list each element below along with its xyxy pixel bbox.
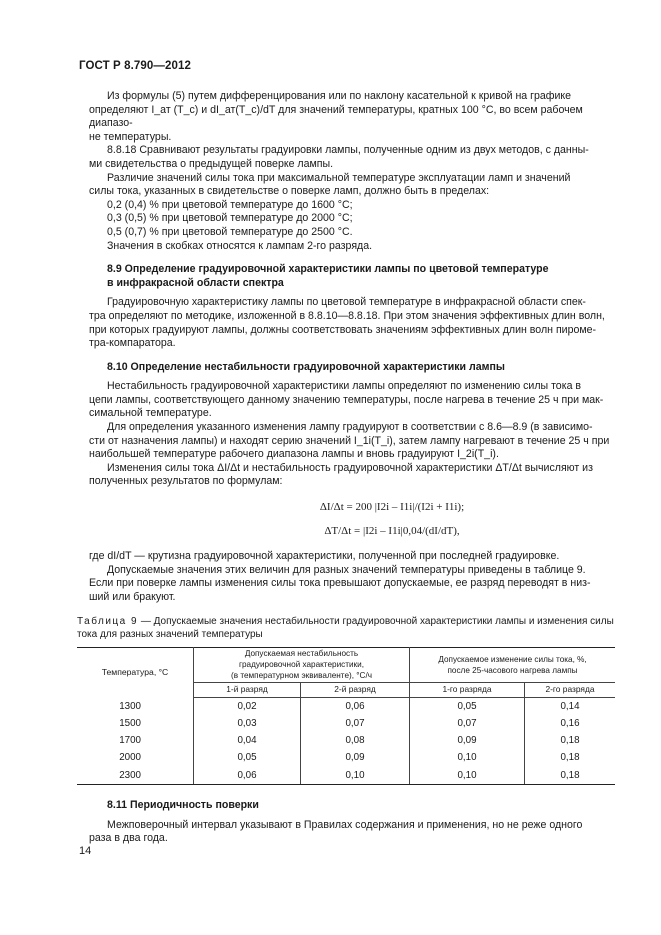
table-cell: 0,07 xyxy=(301,715,410,732)
table-cell: 0,10 xyxy=(301,767,410,785)
paragraph-line: Различие значений силы тока при максимальной температуре эксплуатации ламп и значений xyxy=(107,171,571,184)
paragraph-line: тра определяют по методике, изложенной в 8.8.10—8.8.18. При этом значения эффективных длин волн, xyxy=(89,309,605,322)
limit-item: 0,2 (0,4) % при цветовой температуре до 1600 °С; xyxy=(107,198,353,211)
cell-temperature: 2000 xyxy=(77,750,194,767)
document-header: ГОСТ Р 8.790—2012 xyxy=(79,60,191,72)
table-row xyxy=(77,715,615,732)
table-cell: 0,03 xyxy=(194,715,301,732)
paragraph-line: Допускаемые значения этих величин для разных значений температуры приведены в таблице 9. xyxy=(107,563,586,576)
paragraph-line: Нестабильность градуировочной характеристики лампы определяют по изменению силы тока в xyxy=(107,380,582,393)
paragraph-line: определяют I_ат (T_с) и dI_ат(T_с)/dT для значений температуры, кратных 100 °С, во всем рабочем диапазо- xyxy=(89,103,583,130)
paragraph-line: при которых градуируют лампы, должны соответствовать значениям эффективных длин волн пиромe- xyxy=(89,323,597,336)
header-line: Допускаемая нестабильность xyxy=(244,649,359,659)
cell-temperature: 2300 xyxy=(77,767,194,785)
table-cell: 0,02 xyxy=(194,698,301,716)
column-header-class2: 2-й разряд xyxy=(301,682,410,697)
paragraph-line: 8.8.18 Сравнивают результаты градуировки лампы, полученные одним из двух методов, с данны- xyxy=(107,144,589,157)
table-cell: 0,05 xyxy=(410,698,525,716)
table-row xyxy=(77,698,615,716)
table-cell: 0,18 xyxy=(560,752,580,764)
table-cell: 0,07 xyxy=(410,715,525,732)
table-row xyxy=(77,732,615,749)
table-caption-text: — Допускаемые значения нестабильности градуировочной характеристики лампы и изменения силы xyxy=(138,615,614,627)
table-caption-line: тока для разных значений температуры xyxy=(77,628,263,640)
column-group-instability xyxy=(194,647,410,682)
table-caption-label: Таблица 9 xyxy=(77,615,139,627)
paragraph-line: сти от назначения лампы) и находят серию значений I_1i(T_i), затем лампу нагревают в течение 25 ч при xyxy=(89,434,610,447)
formula-instability: ΔT/Δt = |I2i – I1i|0,04/(dI/dT), xyxy=(324,524,460,537)
paragraph-line: Из формулы (5) путем дифференцирования или по наклону касательной к кривой на графике xyxy=(107,90,572,102)
table-body xyxy=(77,698,615,785)
table-cell: 0,06 xyxy=(194,767,301,785)
limit-item: 0,3 (0,5) % при цветовой температуре до 2000 °С; xyxy=(107,212,353,225)
note-line: Значения в скобках относятся к лампам 2-го разряда. xyxy=(107,239,373,252)
paragraph-line: симальной температуре. xyxy=(89,407,212,420)
column-header-class1-current: 1-го разряда xyxy=(410,682,525,697)
table-cell: 0,18 xyxy=(525,767,616,785)
paragraph-line: где dI/dT — крутизна градуировочной характеристики, полученной при последней градуировке. xyxy=(89,550,560,563)
paragraph-line: Для определения указанного изменения лампу градуируют в соответствии с 8.6—8.9 (в зависимо- xyxy=(107,421,593,434)
limit-item: 0,5 (0,7) % при цветовой температуре до 2500 °С. xyxy=(107,225,353,238)
page-content xyxy=(77,90,615,846)
paragraph-line: Если при поверке лампы изменения силы тока превышают допускаемые, ее разряд переводят в низ- xyxy=(89,577,591,590)
table-cell: 0,05 xyxy=(194,750,301,767)
table-cell: 0,10 xyxy=(410,767,525,785)
header-line: градуировочной характеристики, xyxy=(239,660,364,670)
table-cell: 0,16 xyxy=(560,718,580,730)
table-9 xyxy=(77,647,615,785)
table-cell: 0,06 xyxy=(301,698,410,716)
paragraph-line: Межповерочный интервал указывают в Правилах содержания и применения, но не реже одного xyxy=(107,818,583,831)
heading-line: 8.9 Определение градуировочной характеристики лампы по цветовой температуре xyxy=(107,263,549,276)
paragraph-line: ми свидетельства о предыдущей поверке лампы. xyxy=(89,157,334,170)
paragraph-line: полученных результатов по формулам: xyxy=(89,475,283,488)
paragraph-line: раза в два года. xyxy=(89,832,168,845)
table-cell: 0,10 xyxy=(410,750,525,767)
table-cell: 0,09 xyxy=(410,732,525,749)
table-cell: 0,04 xyxy=(194,732,301,749)
column-header-class1: 1-й разряд xyxy=(194,682,301,697)
section-heading-8-11: 8.11 Периодичность поверки xyxy=(107,799,259,812)
paragraph-line: тра-компаратора. xyxy=(89,337,176,350)
column-group-current-change xyxy=(410,647,616,682)
table-cell: 0,08 xyxy=(301,732,410,749)
section-heading-8-10: 8.10 Определение нестабильности градуировочной характеристики лампы xyxy=(107,360,505,373)
section-heading-8-9 xyxy=(89,263,615,290)
header-line: Допускаемое изменение силы тока, %, xyxy=(438,654,587,664)
table-row xyxy=(77,767,615,785)
page-number: 14 xyxy=(79,845,92,857)
paragraph-line: ший или бракуют. xyxy=(89,591,176,603)
cell-temperature: 1500 xyxy=(77,715,194,732)
paragraph-line: Изменения силы тока ΔI/Δt и нестабильность градуировочной характеристики ΔT/Δt вычисляют из xyxy=(107,461,593,474)
paragraph-line: не температуры. xyxy=(89,130,172,143)
paragraph-line: цепи лампы, соответствующего данному значению температуры, после нагрева в течение 25 ч при мак- xyxy=(89,393,604,406)
table-cell: 0,18 xyxy=(560,735,580,747)
table-row xyxy=(77,750,615,767)
table-caption xyxy=(77,615,615,641)
table-cell: 0,14 xyxy=(560,700,580,712)
paragraph-line: Градуировочную характеристику лампы по цветовой температуре в инфракрасной области спек- xyxy=(107,296,586,309)
formula-current-change: ΔI/Δt = 200 |I2i – I1i|/(I2i + I1i); xyxy=(319,501,465,514)
cell-temperature: 1700 xyxy=(77,732,194,749)
header-line: после 25-часового нагрева лампы xyxy=(447,665,578,675)
column-header-class2-current: 2-го разряда xyxy=(525,682,616,697)
paragraph-line: силы тока, указанных в свидетельстве о поверке ламп, должно быть в пределах: xyxy=(89,185,490,198)
header-line: (в температурном эквиваленте), °С/ч xyxy=(230,671,373,681)
cell-temperature: 1300 xyxy=(77,698,194,716)
column-header-temperature: Температура, °С xyxy=(77,647,194,698)
table-cell: 0,09 xyxy=(301,750,410,767)
heading-line: в инфракрасной области спектра xyxy=(107,276,284,289)
paragraph-line: наибольшей температуре рабочего диапазона лампы и вновь градуируют I_2i(T_i). xyxy=(89,448,499,461)
